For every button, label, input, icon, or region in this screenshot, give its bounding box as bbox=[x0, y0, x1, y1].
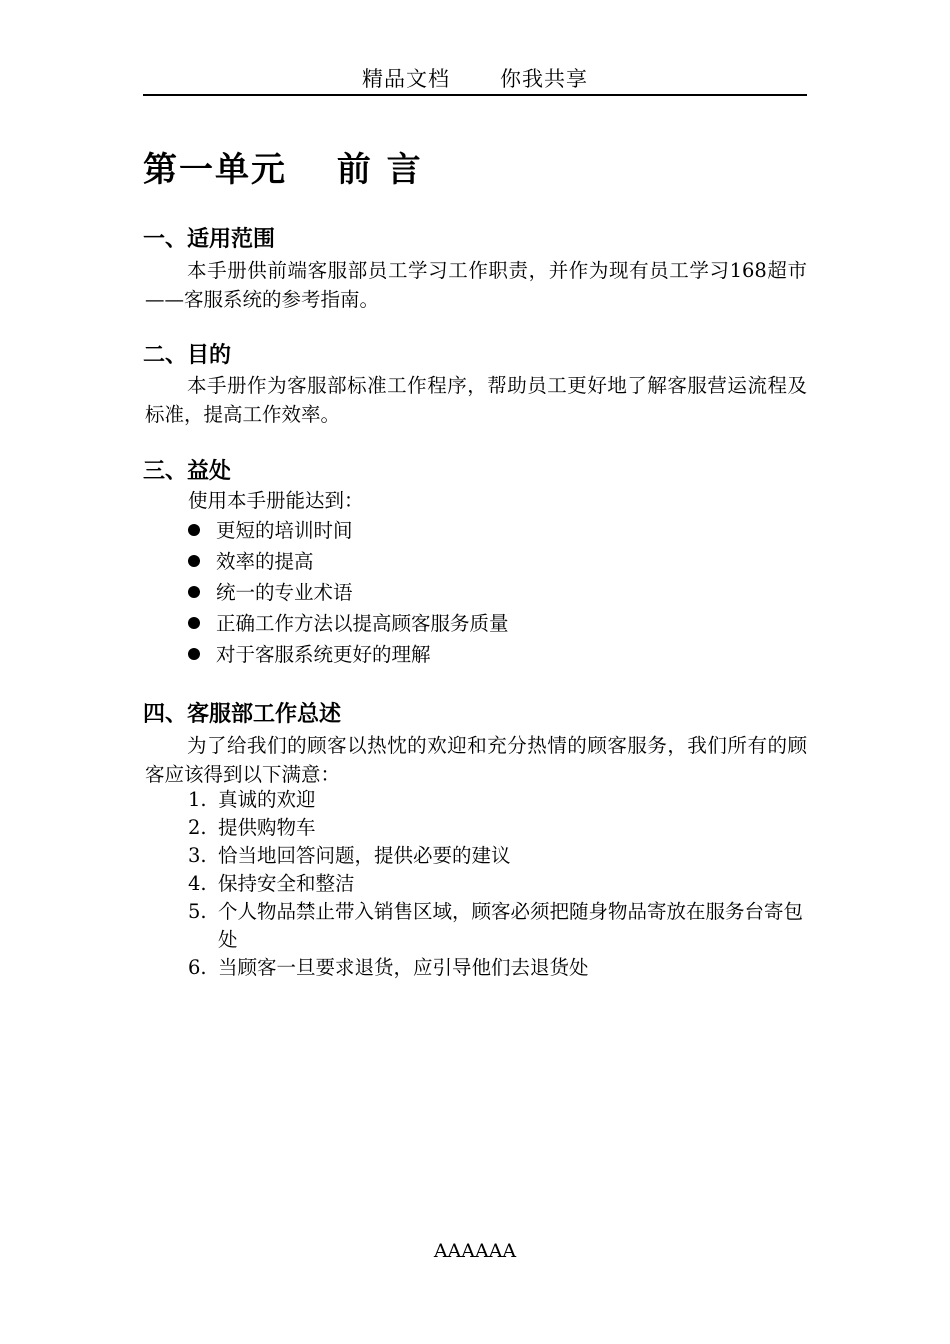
list-item: 4. 保持安全和整洁 bbox=[188, 872, 355, 895]
section-body-overview: 为了给我们的顾客以热忱的欢迎和充分热情的顾客服务，我们所有的顾客应该得到以下满意： bbox=[145, 734, 807, 786]
list-item: 对于客服系统更好的理解 bbox=[188, 640, 431, 669]
bullet-icon bbox=[188, 586, 200, 598]
section-heading-overview: 四、客服部工作总述 bbox=[143, 702, 342, 727]
bullet-icon bbox=[188, 648, 200, 660]
header-left-text: 精品文档 bbox=[362, 67, 450, 91]
section-body-scope: 本手册供前端客服部员工学习工作职责，并作为现有员工学习168超市——客服系统的参考指南。 bbox=[145, 259, 807, 311]
benefits-intro: 使用本手册能达到： bbox=[188, 489, 364, 512]
section-heading-purpose: 二、目的 bbox=[143, 343, 232, 368]
header-right-text: 你我共享 bbox=[500, 67, 588, 91]
bullet-icon bbox=[188, 524, 200, 536]
page-footer: AAAAAA bbox=[433, 1240, 517, 1262]
section-heading-benefits: 三、益处 bbox=[143, 459, 232, 484]
list-item: 2. 提供购物车 bbox=[188, 816, 316, 839]
section-body-purpose: 本手册作为客服部标准工作程序，帮助员工更好地了解客服营运流程及标准，提高工作效率。 bbox=[145, 374, 807, 426]
list-item: 更短的培训时间 bbox=[188, 516, 353, 545]
list-item: 统一的专业术语 bbox=[188, 578, 353, 607]
list-item: 6. 当顾客一旦要求退货，应引导他们去退货处 bbox=[188, 956, 589, 979]
page-header bbox=[143, 64, 807, 96]
list-item: 效率的提高 bbox=[188, 547, 314, 576]
list-item: 3. 恰当地回答问题，提供必要的建议 bbox=[188, 844, 511, 867]
list-item: 正确工作方法以提高顾客服务质量 bbox=[188, 609, 509, 638]
list-item: 5. 个人物品禁止带入销售区域，顾客必须把随身物品寄放在服务台寄包处 bbox=[188, 900, 804, 951]
bullet-icon bbox=[188, 555, 200, 567]
bullet-icon bbox=[188, 617, 200, 629]
list-item: 1. 真诚的欢迎 bbox=[188, 788, 316, 811]
chapter-title: 第一单元 前 言 bbox=[143, 150, 423, 190]
section-heading-scope: 一、适用范围 bbox=[143, 227, 276, 252]
